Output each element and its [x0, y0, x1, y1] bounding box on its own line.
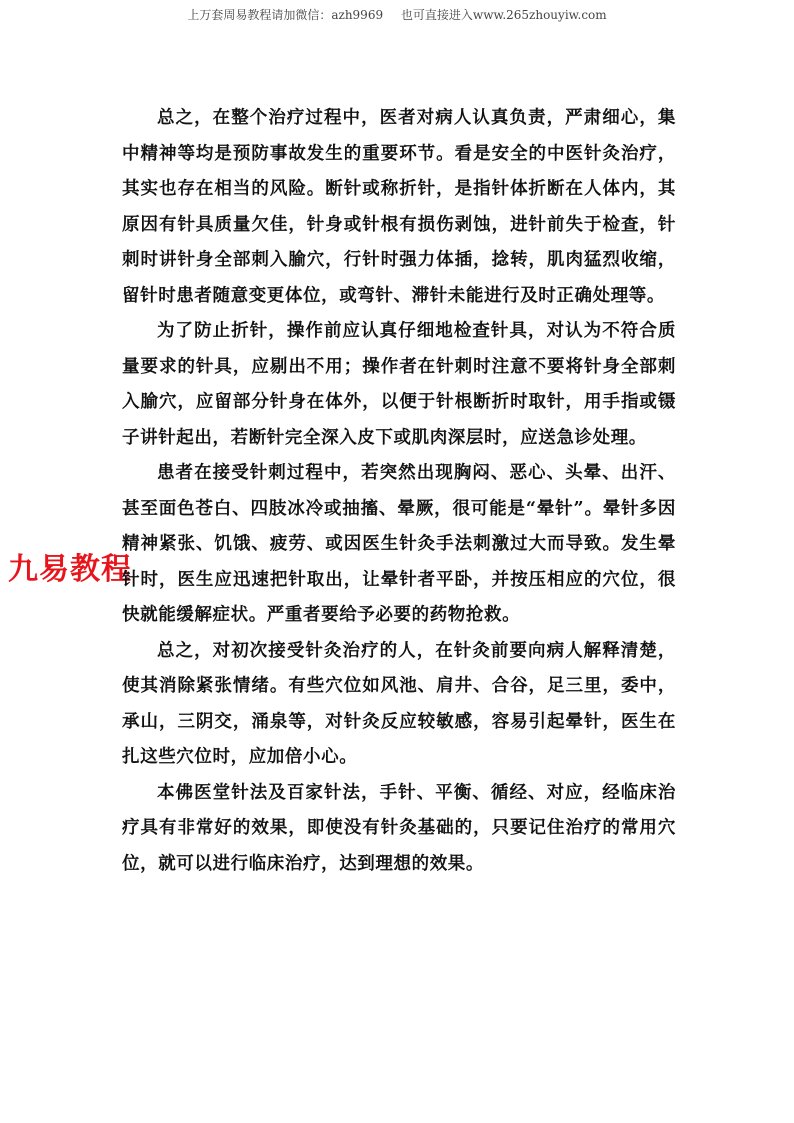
- paragraph-2: 为了防止折针，操作前应认真仔细地检查针具，对认为不符合质量要求的针具，应剔出不用；操作者在针刺时注意不要将针身全部刺入腧穴，应留部分针身在体外，以便于针根断折时取针，用手指或镊子讲针起出，若断针完全深入皮下或肌肉深层时，应送急诊处理。: [122, 321, 676, 448]
- page-header: [0, 6, 794, 23]
- document-body: [122, 101, 676, 882]
- header-website-link[interactable]: 也可直接进入www.265zhouyiw.com: [400, 8, 607, 22]
- paragraph-5: 本佛医堂针法及百家针法，手针、平衡、循经、对应，经临床治疗具有非常好的效果，即使没有针灸基础的，只要记住治疗的常用穴位，就可以进行临床治疗，达到理想的效果。: [122, 782, 676, 874]
- paragraph-1: 总之，在整个治疗过程中，医者对病人认真负责，严肃细心，集中精神等均是预防事故发生的重要环节。看是安全的中医针灸治疗，其实也存在相当的风险。断针或称折针，是指针体折断在人体内，其原因有针具质量欠佳，针身或针根有损伤剥蚀，进针前失于检查，针刺时讲针身全部刺入腧穴，行针时强力体插，捻转，肌肉猛烈收缩，留针时患者随意变更体位，或弯针、滞针未能进行及时正确处理等。: [122, 108, 676, 306]
- paragraph-4: 总之，对初次接受针灸治疗的人，在针灸前要向病人解释清楚，使其消除紧张情绪。有些穴位如风池、肩井、合谷，足三里，委中，承山，三阴交，涌泉等，对针灸反应较敏感，容易引起晕针，医生在扎这些穴位时，应加倍小心。: [122, 640, 676, 767]
- watermark-logo: 九易教程: [8, 552, 132, 587]
- paragraph-3: 患者在接受针刺过程中，若突然出现胸闷、恶心、头晕、出汗、甚至面色苍白、四肢冰冷或抽搐、晕厥，很可能是“晕针”。晕针多因精神紧张、饥饿、疲劳、或因医生针灸手法刺激过大而导致。发生晕针时，医生应迅速把针取出，让晕针者平卧，并按压相应的穴位，很快就能缓解症状。严重者要给予必要的药物抢救。: [122, 463, 676, 625]
- header-contact-text: 上万套周易教程请加微信：azh9969: [187, 8, 384, 22]
